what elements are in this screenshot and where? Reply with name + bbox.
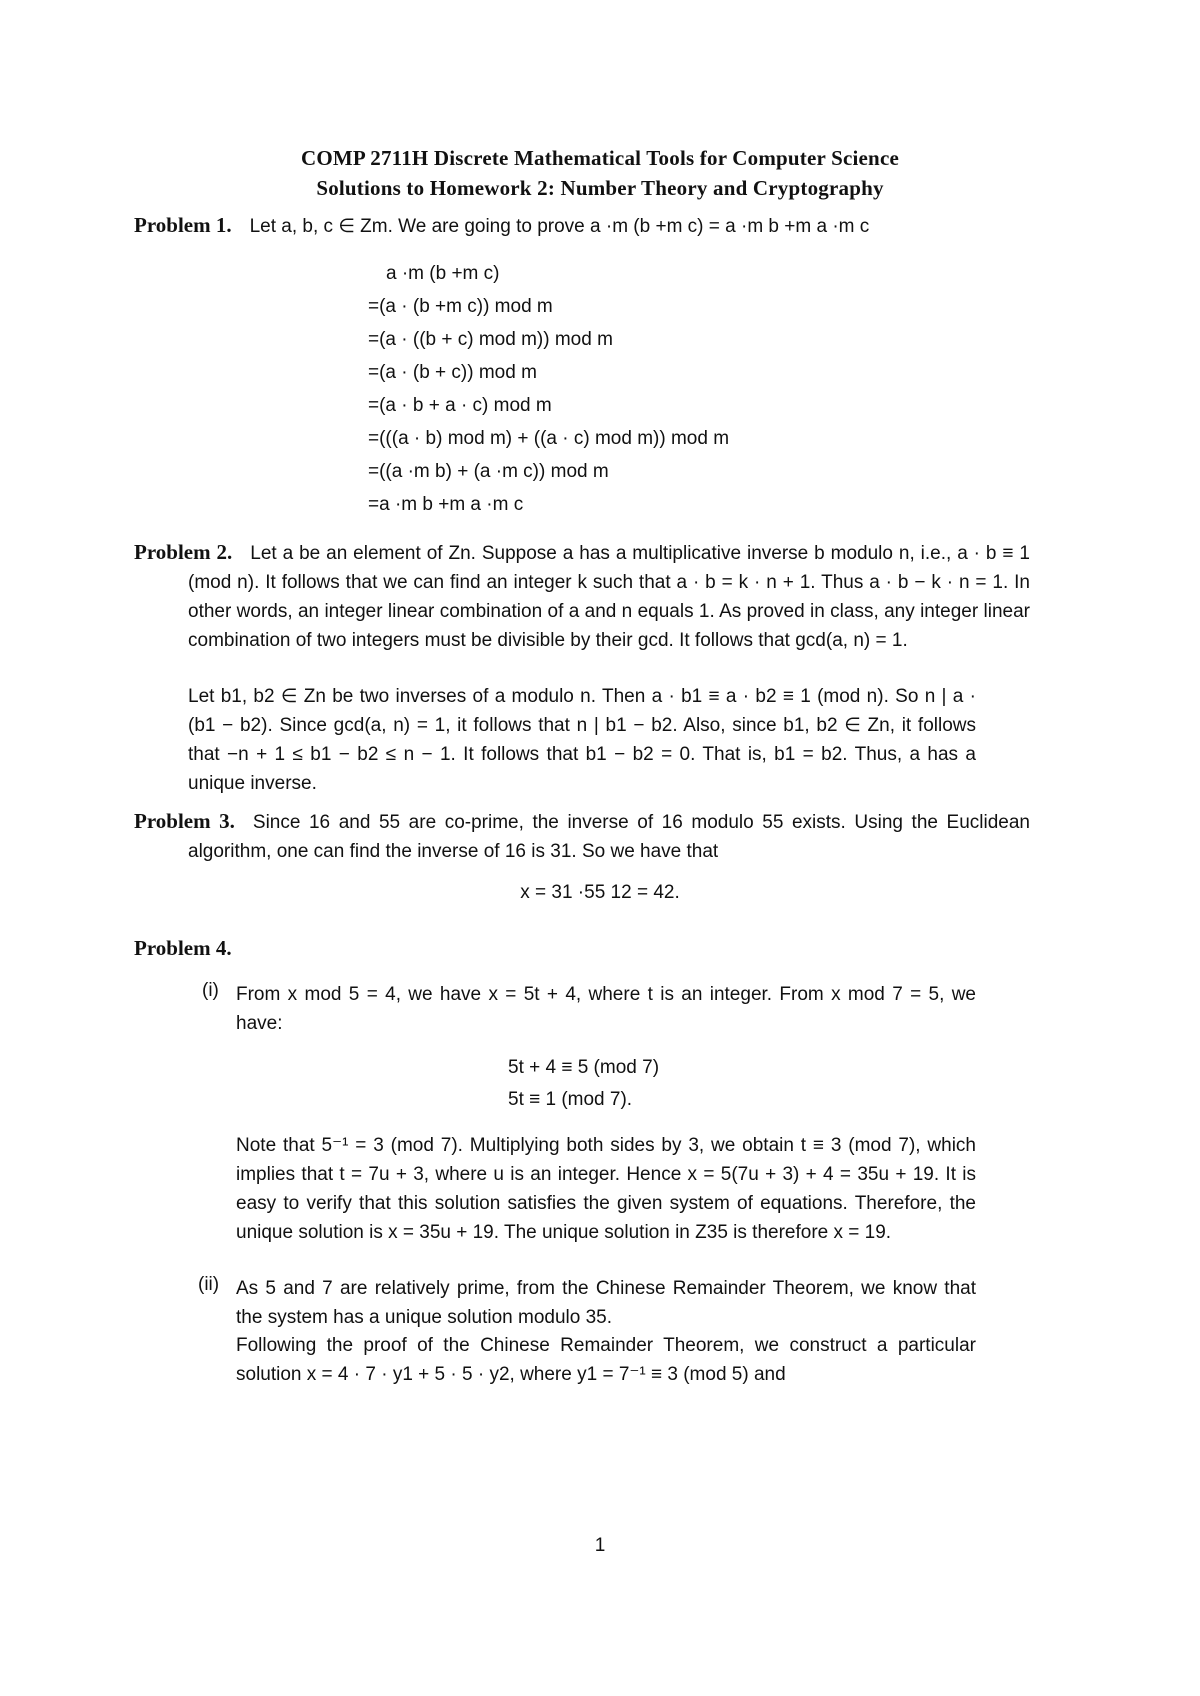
problem-3-label: Problem 3.	[134, 809, 235, 833]
document-subtitle: Solutions to Homework 2: Number Theory and Cryptography	[316, 176, 884, 200]
part-i-label: (i)	[202, 980, 219, 1001]
problem-1-statement: Let a, b, c ∈ Zm. We are going to prove a ·m (b +m c) = a ·m b +m a ·m c	[249, 216, 870, 237]
derivation-line: =((a ·m b) + (a ·m c)) mod m	[368, 461, 609, 482]
problem-4-label: Problem 4.	[134, 936, 232, 960]
document-title: COMP 2711H Discrete Mathematical Tools for Computer Science	[301, 146, 899, 170]
part-ii-text: As 5 and 7 are relatively prime, from the Chinese Remainder Theorem, we know that the system has a unique solution modulo 35.	[236, 1278, 976, 1328]
derivation-line: =a ·m b +m a ·m c	[368, 494, 524, 515]
derivation-line: =(((a · b) mod m) + ((a · c) mod m)) mod m	[368, 428, 730, 449]
part-i-equation-2: 5t ≡ 1 (mod 7).	[508, 1089, 633, 1110]
problem-3-equation: x = 31 ·55 12 = 42.	[520, 882, 680, 903]
derivation-line: =(a · b + a · c) mod m	[368, 395, 552, 416]
part-ii-text-2: Following the proof of the Chinese Remainder Theorem, we construct a particular solution x = 4 · 7 · y1 + 5 · 5 · y2, where y1 = 7⁻¹ ≡ 3 (mod 5) and	[236, 1335, 976, 1385]
problem-1-label: Problem 1.	[134, 213, 232, 237]
part-ii-label: (ii)	[198, 1274, 220, 1295]
part-i-text-2: Note that 5⁻¹ = 3 (mod 7). Multiplying both sides by 3, we obtain t ≡ 3 (mod 7), which implies that t = 7u + 3, where u is an integer. Hence x = 5(7u + 3) + 4 = 35u + 19. It is easy to verify that this solution satisfies the given system of equations. Therefore, the unique solution is x = 35u + 19. The unique solution in Z35 is therefore x = 19.	[236, 1135, 976, 1243]
problem-4-heading	[134, 934, 534, 964]
derivation-line: =(a · (b + c)) mod m	[368, 362, 537, 383]
derivation-line: =(a · ((b + c) mod m)) mod m	[368, 329, 613, 350]
problem-1-intro	[134, 211, 980, 241]
part-i-equation-1: 5t + 4 ≡ 5 (mod 7)	[508, 1057, 660, 1078]
derivation-line: =(a · (b +m c)) mod m	[368, 296, 553, 317]
page-number: 1	[594, 1535, 606, 1556]
problem-2-label: Problem 2.	[134, 540, 233, 564]
problem-2-paragraph-1: Problem 2. Let a be an element of Zn. Suppose a has a multiplicative inverse b modulo n, i.e., a · b ≡ 1 (mod n). It follows that we can find an integer k such that a · b = k · n + 1. Thus a · b − k · n = 1. In other words, an integer linear combination of a and n equals 1. As proved in class, any integer linear combination of two integers must be divisible by their gcd. It follows that gcd(a, n) = 1.	[134, 540, 1030, 651]
part-i-text: From x mod 5 = 4, we have x = 5t + 4, where t is an integer. From x mod 7 = 5, we have:	[236, 984, 976, 1034]
problem-2-paragraph-2: Let b1, b2 ∈ Zn be two inverses of a modulo n. Then a · b1 ≡ a · b2 ≡ 1 (mod n). So n | a · (b1 − b2). Since gcd(a, n) = 1, it follows that n | b1 − b2. Also, since b1, b2 ∈ Zn, it follows that −n + 1 ≤ b1 − b2 ≤ n − 1. It follows that b1 − b2 = 0. That is, b1 = b2. Thus, a has a unique inverse.	[188, 686, 976, 794]
problem-3-paragraph: Problem 3. Since 16 and 55 are co-prime, the inverse of 16 modulo 55 exists. Using the Euclidean algorithm, one can find the inverse of 16 is 31. So we have that	[134, 809, 1030, 862]
derivation-line: a ·m (b +m c)	[386, 263, 500, 284]
